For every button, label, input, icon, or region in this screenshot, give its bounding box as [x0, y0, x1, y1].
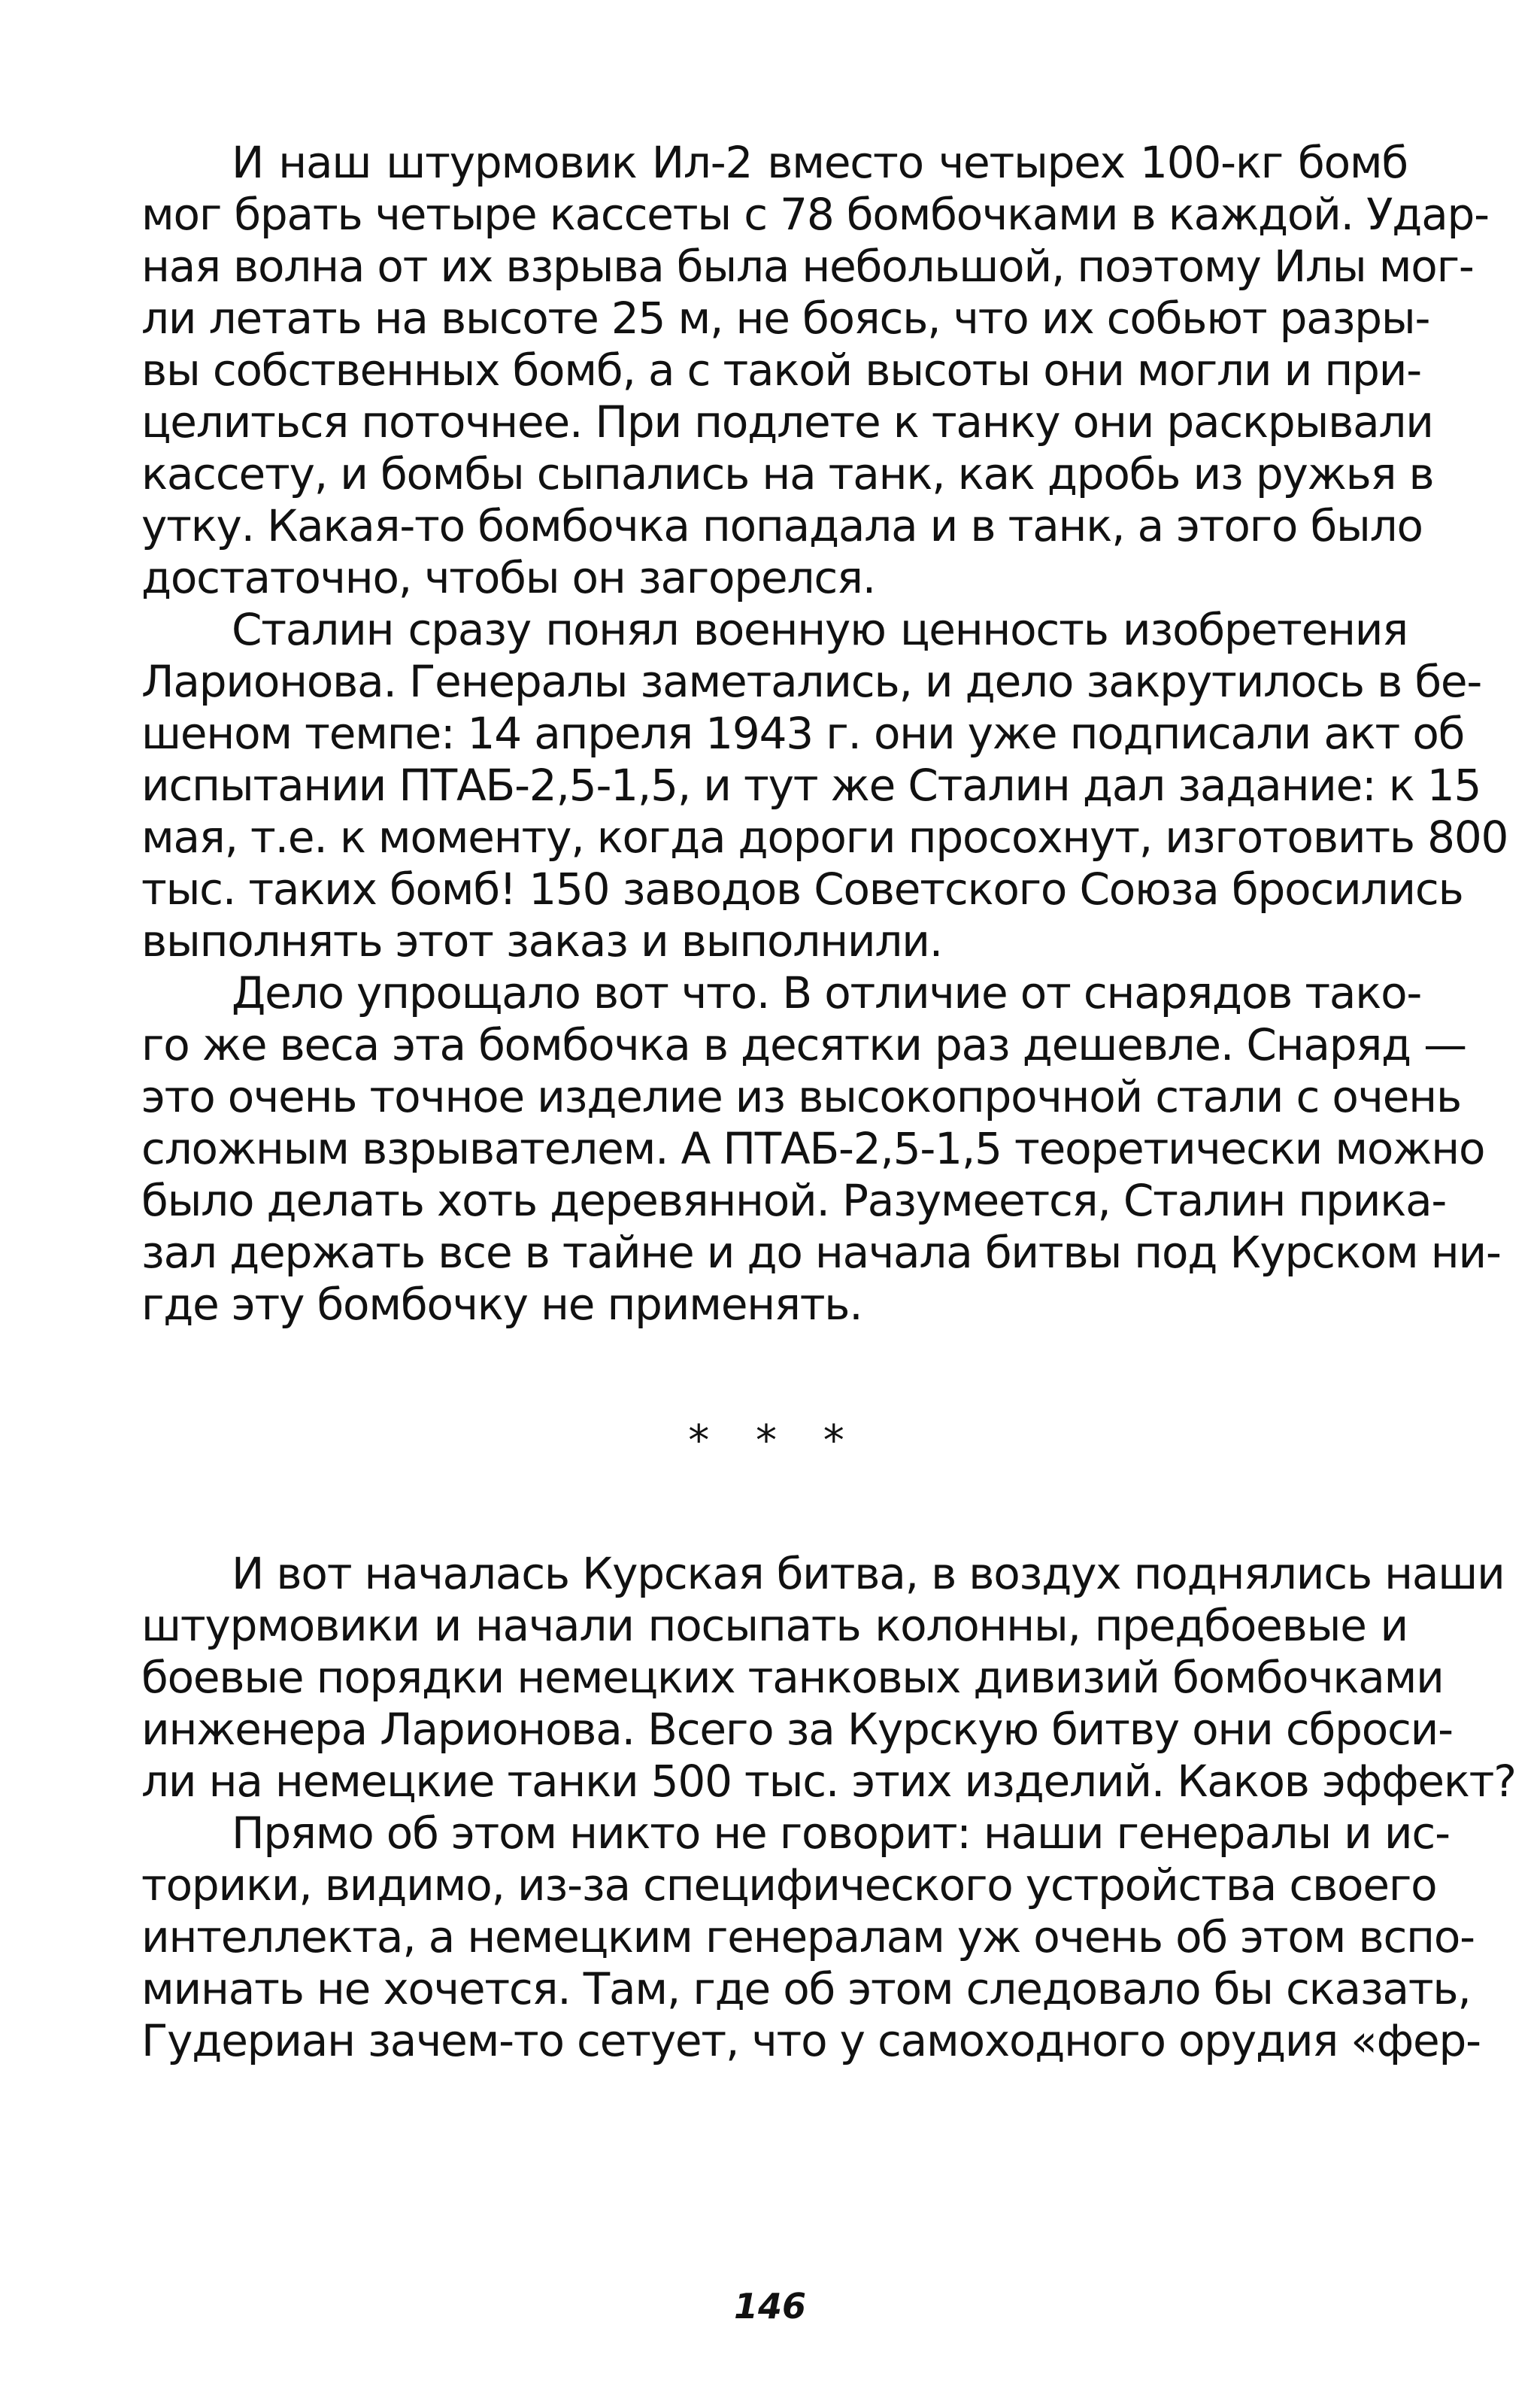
text-line: мог брать четыре кассеты с 78 бомбочками в каждой. Удар- [141, 189, 1489, 240]
text-line: кассету, и бомбы сыпались на танк, как дробь из ружья в [141, 448, 1434, 499]
text-line: утку. Какая-то бомбочка попадала и в танк, а этого было [141, 500, 1423, 551]
text-line: боевые порядки немецких танковых дивизий бомбочками [141, 1652, 1444, 1703]
text-line: шеном темпе: 14 апреля 1943 г. они уже подписали акт об [141, 708, 1465, 759]
text-line: го же веса эта бомбочка в десятки раз дешевле. Снаряд — [141, 1019, 1466, 1070]
text-line: Гудериан зачем-то сетует, что у самоходного орудия «фер- [141, 2015, 1481, 2066]
text-line: И наш штурмовик Ил-2 вместо четырех 100-кг бомб [232, 137, 1408, 188]
text-line: Дело упрощало вот что. В отличие от снарядов тако- [232, 967, 1422, 1018]
text-line: ли на немецкие танки 500 тыс. этих изделий. Каков эффект? [141, 1756, 1516, 1807]
text-line: мая, т.е. к моменту, когда дороги просохнут, изготовить 800 [141, 812, 1508, 863]
page-number: 146 [733, 2286, 807, 2327]
text-line: зал держать все в тайне и до начала битвы под Курском ни- [141, 1227, 1501, 1278]
text-line: где эту бомбочку не применять. [141, 1279, 862, 1330]
text-line: выполнять этот заказ и выполнили. [141, 915, 943, 967]
text-line: это очень точное изделие из высокопрочной стали с очень [141, 1071, 1461, 1122]
text-line: интеллекта, а немецким генералам уж очень об этом вспо- [141, 1911, 1475, 1962]
text-line: тыс. таких бомб! 150 заводов Советского Союза бросились [141, 864, 1463, 915]
text-line: торики, видимо, из-за специфического устройства своего [141, 1859, 1437, 1911]
text-line: целиться поточнее. При подлете к танку они раскрывали [141, 396, 1433, 448]
text-line: вы собственных бомб, а с такой высоты они могли и при- [141, 345, 1421, 396]
text-line: ли летать на высоте 25 м, не боясь, что их собьют разры- [141, 293, 1430, 344]
text-line: испытании ПТАБ-2,5-1,5, и тут же Сталин дал задание: к 15 [141, 760, 1481, 811]
text-line: штурмовики и начали посыпать колонны, предбоевые и [141, 1600, 1408, 1651]
text-line: сложным взрывателем. А ПТАБ-2,5-1,5 теоретически можно [141, 1123, 1485, 1174]
book-page [141, 126, 1516, 2383]
text-line: Ларионова. Генералы заметались, и дело закрутилось в бе- [141, 656, 1482, 707]
text-line: достаточно, чтобы он загорелся. [141, 552, 875, 603]
text-line: Прямо об этом никто не говорит: наши генералы и ис- [232, 1808, 1450, 1859]
text-line: ная волна от их взрыва была небольшой, поэтому Илы мог- [141, 241, 1474, 292]
text-line: минать не хочется. Там, где об этом следовало бы сказать, [141, 1963, 1471, 2014]
text-line: Сталин сразу понял военную ценность изобретения [232, 604, 1408, 655]
section-separator: * * * [688, 1416, 861, 1465]
text-line: инженера Ларионова. Всего за Курскую битву они сброси- [141, 1704, 1453, 1755]
text-line: И вот началась Курская битва, в воздух поднялись наши [232, 1548, 1505, 1599]
text-line: было делать хоть деревянной. Разумеется, Сталин прика- [141, 1175, 1447, 1226]
